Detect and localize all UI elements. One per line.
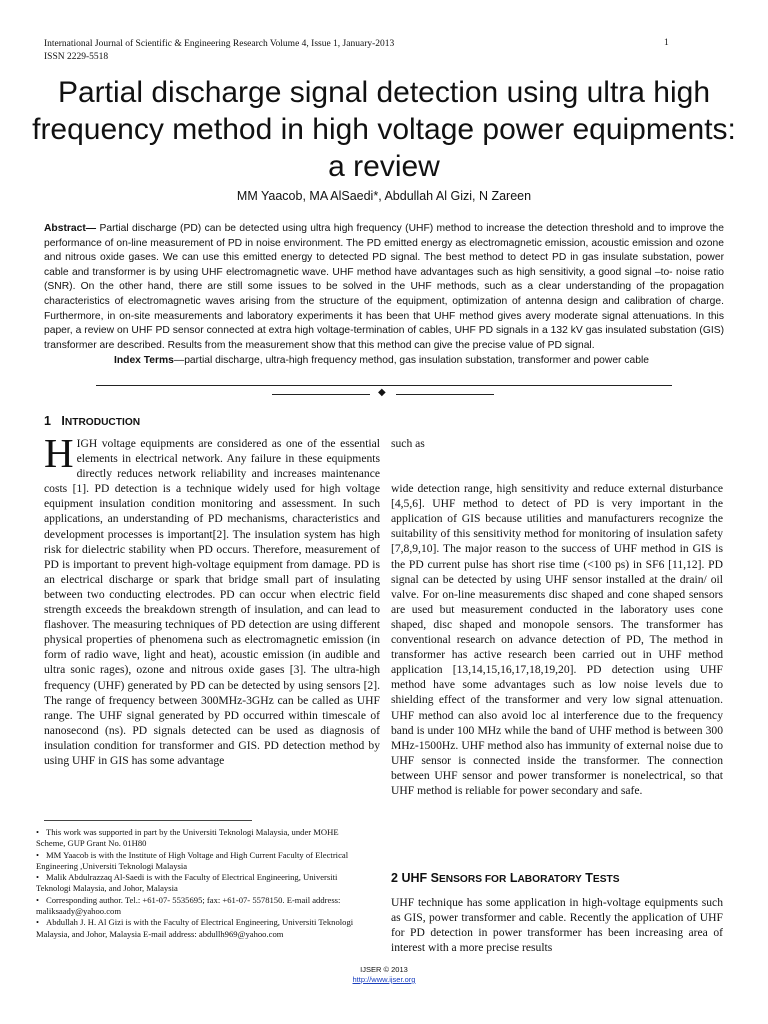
- footnote-text: Malik Abdulrazzaq Al-Saedi is with the Faculty of Electrical Engineering, Universiti Teknologi Malaysia, and Johor, Malaysia: [36, 872, 338, 894]
- footnote-bullet: •: [36, 894, 40, 905]
- section-title-initial: I: [61, 414, 65, 428]
- section-title-rest: ESTS: [592, 874, 620, 885]
- footnote-item: [36, 850, 366, 873]
- footnote-bullet: •: [36, 917, 40, 928]
- ornament-line-right: [396, 394, 494, 395]
- abstract: [44, 222, 724, 353]
- ornament-line-left: [272, 394, 370, 395]
- right-column: [391, 436, 723, 798]
- section-title-rest: NTRODUCTION: [64, 417, 141, 428]
- section-number: 2: [391, 871, 398, 885]
- introduction-paragraph: [44, 430, 380, 768]
- section-title-initial: L: [509, 871, 518, 885]
- page-number: 1: [664, 38, 669, 48]
- footnote-text: Corresponding author. Tel.: +61-07- 5535695; fax: +61-07- 5578150. E-mail address: maliksaady@yahoo.com: [36, 894, 341, 917]
- section-title-initial: S: [430, 871, 439, 885]
- continuation-fragment: such as: [391, 437, 425, 450]
- footer-copyright: IJSER © 2013: [360, 965, 408, 974]
- section-heading-uhf-sensors: [391, 871, 620, 885]
- paper-title: Partial discharge signal detection using ultra high frequency method in high voltage power equipments: a review: [32, 76, 736, 183]
- drop-cap: H: [44, 430, 74, 476]
- journal-line: International Journal of Scientific & Engineering Research Volume 4, Issue 1, January-2013: [44, 39, 395, 49]
- abstract-divider: [96, 385, 672, 386]
- footnote-bullet: •: [36, 872, 40, 883]
- section-title-word: [431, 871, 507, 885]
- introduction-text: IGH voltage equipments are considered as one of the essential elements in electrical network. Any failure in these equipments directly reduces network reliability and increases maintenance costs [1]. PD detection is a technique widely used for high voltage equipment insulation condition monitoring and assessment. In such applications, an understanding of PD mechanisms, characteristics and development processes is important[2]. The insulation system has high risk for dielectric stability when PD occurs. Therefore, measurement of PD is important to prevent high-voltage equipment from damage. PD is an electrical discharge or spark that bridge small part of insulating between two conducting electrodes. PD can occur when electric field strength exceeds the breakdown strength of insulation, and can lead to flashover. The measuring techniques of PD detection are using different physical properties of phenomena such as electromagnetic emission (in form of radio wave, light and heat), acoustic emission (in audible and ultra sonic rages), ozone and nitrous oxide gases [3]. The ultra-high frequency (UHF) generated by PD can be detected by using sensors [2]. The range of frequency between 300MHz-3GHz can be called as UHF range. The UHF signal generated by PD occurred within timescale of nanosecond (ns). PD signals detected can be used as diagnosis of insulation condition for transformer and GIS. PD detection method by using UHF in GIS has some advantage: [44, 437, 380, 767]
- footnotes: [36, 827, 366, 940]
- footnote-text: This work was supported in part by the Universiti Teknologi Malaysia, under MOHE Scheme, GUP Grant No. 01H80: [36, 827, 339, 849]
- section-title-rest: ABORATORY: [517, 874, 582, 885]
- footnote-text: Abdullah J. H. Al Gizi is with the Faculty of Electrical Engineering, Universiti Teknologi Malaysia, and Johor, Malaysia E-mail address: abdullh969@yahoo.com: [36, 917, 354, 939]
- footnote-bullet: •: [36, 849, 40, 860]
- introduction-continuation: wide detection range, high sensitivity and reduce external disturbance [4,5,6]. UHF method to detect of PD is very important in the application of GIS because utilities and manufacturers recognize the suitability of this sensitivity method for monitoring of insulation safety [7,8,9,10]. The major reason to the success of UHF method in GIS is the PD current pulse has short rise time (<100 ps) in SF6 [11,12]. PD signal can be detected by using UHF sensor installed at the drain/ oil valve. For on-line measurements disc shaped and cone shaped sensors are used but measurement conducted in the laboratory uses cone shaped, disc shaped and monopole sensors. The transformer has conventional research on advance detection of PD, The method in transformer has active research been carried out in UHF method application [13,14,15,16,17,18,19,20]. PD detection using UHF method have some advantages such as low noise levels due to shielding effect of the transformer and very low signal attenuation. UHF method can also avoid loc al interference due to the frequency band is under 100 MHz while the band of UHF method is between 300 MHz-1500Hz. UHF method also has immunity of external noise due to UHF sensor is connected inside the transformer. The connection between UHF sensor and power transformer is nonelectrical, so that UHF method is reliable for power secondary and safe.: [391, 482, 723, 797]
- diamond-icon: ◆: [378, 387, 386, 398]
- footnote-item: [36, 827, 366, 850]
- section-title-word: [510, 871, 582, 885]
- section-title-rest: ENSORS FOR: [438, 874, 507, 885]
- authors: MM Yaacob, MA AlSaedi*, Abdullah Al Gizi, N Zareen: [236, 189, 532, 203]
- footnote-item: [36, 872, 366, 895]
- section2-column: [391, 895, 723, 955]
- section-heading-introduction: [44, 414, 140, 428]
- section2-paragraph: UHF technique has some application in high-voltage equipments such as GIS, power transformer and cable. Recently the application of UHF for PD detection in power transformer has been increasing area of interest with a more precise results: [391, 896, 723, 955]
- section-title-word: [585, 871, 619, 885]
- footnote-bullet: •: [36, 827, 40, 837]
- section-title-initial: T: [585, 871, 593, 885]
- index-terms-text: —partial discharge, ultra-high frequency method, gas insulation substation, transformer and power cable: [173, 355, 649, 366]
- footnote-divider: [44, 820, 252, 821]
- footer-link[interactable]: http://www.ijser.org: [352, 975, 416, 984]
- section-number: 1: [44, 414, 51, 428]
- footnote-item: [36, 895, 366, 918]
- section-title-word: UHF: [401, 871, 428, 885]
- section-ornament: [0, 388, 768, 402]
- footnote-item: [36, 917, 366, 940]
- footnote-text: MM Yaacob is with the Institute of High Voltage and High Current Faculty of Electrical Engineering ,Universiti Teknologi Malaysia: [36, 849, 349, 871]
- abstract-text: Partial discharge (PD) can be detected using ultra high frequency (UHF) method to increase the detection threshold and to improve the performance of on-line measurement of PD in noise environment. The PD emitted energy as electromagnetic emission, acoustic emission and ozone and nitrous oxide gases. We can use this emitted energy to detected PD signal. The best method to detect PD in gas insulate substation, power cable and transformer is by using UHF electromagnetic wave. UHF method have advantages such as high sensitivity, a good signal –to- noise ratio (SNR). On the other hand, there are still some issues to be solved in the UHF methods, such as a clear understanding of the propagation characteristics of electromagnetic waves arising from the structure of the equipment, optimization of antenna design and calibration of charge. Furthermore, in on-site measurements and laboratory experiments it has been that UHF method gives avery moderate signal attenuations. In this paper, a review on UHF PD sensor connected at extra high voltage-termination of cables, UHF PD signals in a 132 kV gas insulated substation (GIS) transformer are described. Results from the measurement show that this method can give the precise value of PD signal.: [44, 223, 724, 351]
- issn: ISSN 2229-5518: [44, 52, 109, 62]
- index-terms-label: Index Terms: [114, 355, 174, 366]
- left-column: [44, 430, 380, 768]
- column-gap: [391, 451, 723, 481]
- journal-header: [44, 38, 684, 64]
- abstract-label: Abstract—: [44, 223, 97, 234]
- index-terms: [114, 354, 714, 369]
